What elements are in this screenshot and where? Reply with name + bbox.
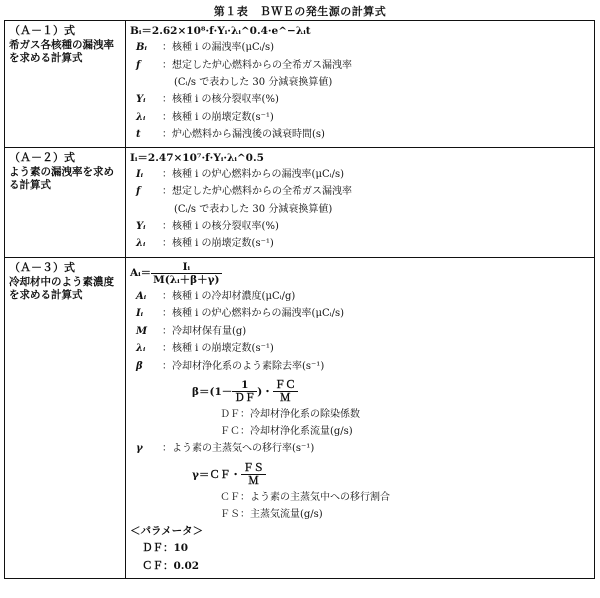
- definition-text: ：冷却材浄化系のよう素除去率(s⁻¹): [162, 360, 325, 372]
- section-label: （Ａ－３）式: [9, 260, 75, 274]
- definition-row: [130, 183, 590, 201]
- section-content-cell: [126, 21, 595, 148]
- definition-text: ：核種 i の核分裂収率(%): [162, 94, 279, 105]
- definition-row: [130, 440, 590, 458]
- definition-symbol: Iᵢ: [136, 168, 144, 180]
- definition-symbol: β: [136, 360, 143, 372]
- beta-formula-lhs: β＝(1－: [192, 386, 233, 398]
- section-a2: [5, 147, 595, 257]
- definition-text: ：冷却材保有量(g): [162, 325, 247, 337]
- definition-row: [130, 340, 590, 358]
- definition-text: ：核種 i の崩壊定数(s⁻¹): [162, 343, 274, 354]
- definition-text: ：核種 i の冷却材濃度(μCᵢ/g): [162, 290, 296, 302]
- equation-fraction: [151, 261, 221, 286]
- param-df: ＤＦ：10: [142, 542, 189, 554]
- section-description: よう素の漏洩率を求める計算式: [9, 165, 114, 191]
- definition-row: [130, 57, 590, 75]
- beta-formula: [130, 379, 590, 404]
- definition-text: ：核種 i の漏洩率(μCᵢ/s): [162, 42, 275, 53]
- definition-symbol: λᵢ: [136, 343, 146, 354]
- definition-symbol: λᵢ: [136, 111, 146, 123]
- definition-row: [130, 166, 590, 184]
- definition-row: (Cᵢ/s で表わした 30 分減衰換算値): [174, 77, 333, 88]
- section-a1: [5, 21, 595, 148]
- definition-row: [130, 358, 590, 376]
- beta-def: ＦＣ：冷却材浄化系流量(g/s): [220, 426, 353, 437]
- fraction-denominator: Ｍ: [279, 392, 291, 404]
- gamma-def: ＦＳ：主蒸気流量(g/s): [220, 508, 323, 520]
- gamma-def: ＣＦ：よう素の主蒸気中への移行割合: [220, 491, 390, 503]
- definition-symbol: Aᵢ: [136, 290, 147, 302]
- definition-row: [130, 235, 590, 253]
- section-label-cell: [5, 257, 126, 579]
- definition-symbol: Bᵢ: [136, 42, 147, 53]
- definition-text: ：核種 i の崩壊定数(s⁻¹): [162, 111, 274, 123]
- section-label-cell: [5, 21, 126, 148]
- equation-numerator: Iᵢ: [151, 261, 221, 274]
- definition-row: [130, 323, 590, 341]
- equation-denominator: M(λᵢ＋β＋γ): [153, 273, 220, 286]
- definition-symbol: Yᵢ: [136, 94, 146, 105]
- beta-fraction-1: [232, 379, 257, 404]
- definition-text: ：核種 i の炉心燃料からの漏洩率(μCᵢ/s): [162, 308, 345, 319]
- section-label: （Ａ－１）式: [9, 24, 75, 37]
- section-label-cell: [5, 147, 126, 257]
- definition-row: [130, 126, 590, 144]
- definition-text: ：炉心燃料から漏洩後の減衰時間(s): [162, 129, 325, 140]
- gamma-fraction: [241, 462, 266, 487]
- beta-def: ＤＦ：冷却材浄化系の除染係数: [220, 409, 360, 420]
- fraction-denominator: Ｍ: [248, 474, 259, 487]
- definition-list: [130, 39, 590, 144]
- definition-row: (Cᵢ/s で表わした 30 分減衰換算値): [174, 203, 333, 215]
- equation: [130, 261, 590, 286]
- equation: Iᵢ＝2.47×10⁷·f·Yᵢ·λᵢ^0.5: [130, 151, 264, 164]
- fraction-numerator: ＦＳ: [242, 461, 264, 474]
- definition-text: ：想定した炉心燃料からの全希ガス漏洩率: [162, 59, 352, 71]
- section-label: （Ａ－２）式: [9, 150, 75, 164]
- definition-row: [130, 218, 590, 236]
- fraction-numerator: ＦＣ: [274, 379, 296, 391]
- definition-text: ：核種 i の崩壊定数(s⁻¹): [162, 238, 274, 249]
- definition-row: [130, 91, 590, 109]
- gamma-formula: [130, 462, 590, 487]
- definition-symbol: f: [136, 59, 141, 71]
- definition-row: [130, 109, 590, 127]
- definition-row: [130, 288, 590, 306]
- formula-table: [4, 20, 595, 579]
- definition-list: [130, 288, 590, 376]
- equation-lhs: Aᵢ＝: [130, 266, 152, 279]
- beta-formula-mid: )・: [257, 386, 273, 398]
- definition-text: ：核種 i の炉心燃料からの漏洩率(μCᵢ/s): [162, 168, 345, 180]
- params-header: ＜パラメータ＞: [130, 524, 204, 537]
- definition-list: [130, 166, 590, 253]
- definition-row: [130, 39, 590, 57]
- definition-symbol: Yᵢ: [136, 220, 146, 232]
- fraction-numerator: 1: [232, 379, 257, 392]
- definition-symbol: Iᵢ: [136, 308, 144, 319]
- beta-fraction-2: [273, 379, 298, 404]
- section-content-cell: [126, 147, 595, 257]
- section-content-cell: [126, 257, 595, 579]
- gamma-formula-lhs: γ＝ＣＦ・: [192, 468, 241, 481]
- definition-text: ：よう素の主蒸気への移行率(s⁻¹): [162, 443, 315, 454]
- definition-text: ：想定した炉心燃料からの全希ガス漏洩率: [162, 186, 352, 197]
- param-cf: ＣＦ：0.02: [142, 559, 200, 572]
- definition-row: [130, 305, 590, 323]
- equation: Bᵢ＝2.62×10⁸·f·Yᵢ·λᵢ^0.4·e^−λᵢt: [130, 25, 311, 37]
- definition-symbol: f: [136, 186, 141, 197]
- definition-symbol: M: [136, 325, 148, 337]
- fraction-denominator: ＤＦ: [234, 392, 256, 404]
- definition-symbol: γ: [136, 443, 143, 454]
- section-a3: [5, 257, 595, 579]
- section-description: 希ガス各核種の漏洩率を求める計算式: [9, 39, 114, 64]
- definition-symbol: λᵢ: [136, 238, 146, 249]
- table-title: 第１表 ＢＷＥの発生源の計算式: [213, 5, 387, 18]
- section-description: 冷却材中のよう素濃度を求める計算式: [9, 275, 114, 301]
- definition-symbol: t: [136, 129, 141, 140]
- definition-text: ：核種 i の核分裂収率(%): [162, 220, 279, 232]
